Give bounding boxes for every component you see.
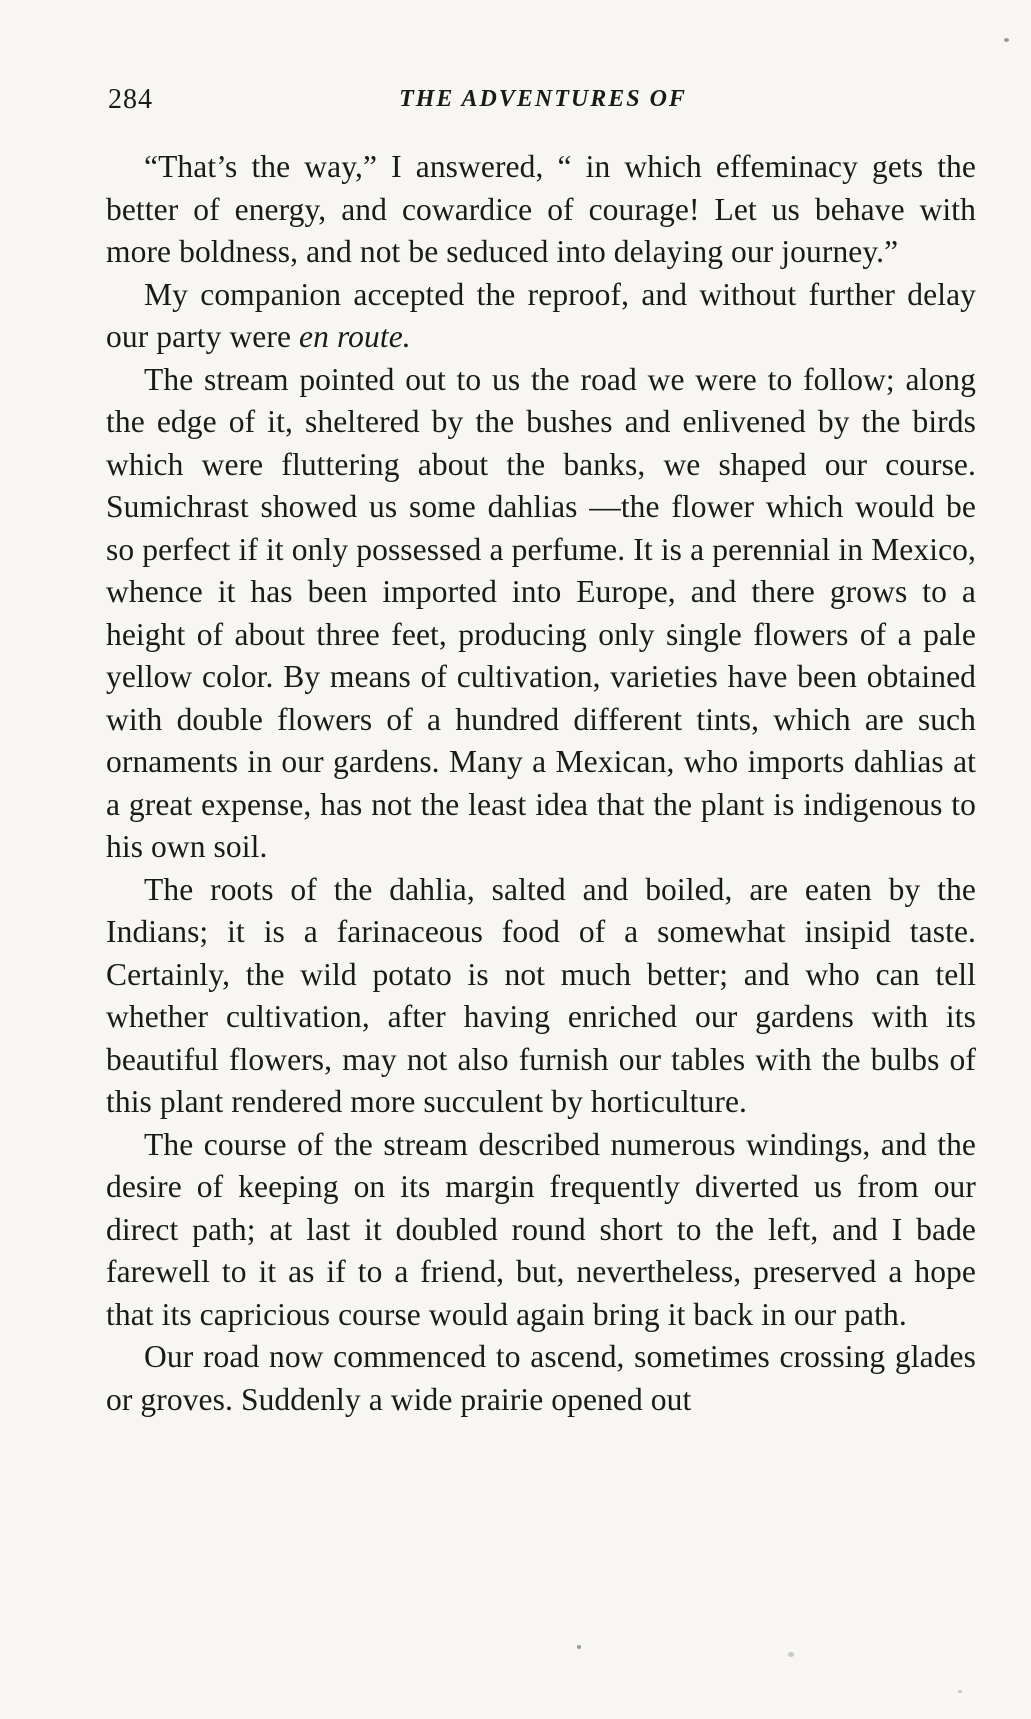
paper-speck [577, 1645, 581, 1649]
page-number: 284 [108, 84, 153, 115]
paper-speck [788, 1652, 794, 1657]
paragraph-1: “That’s the way,” I answered, “ in which effeminacy gets the better of energy, and cowardice of courage! Let us behave with more boldness, and not be seduced into delaying our journey.” [106, 149, 976, 269]
paragraph-2-text: My companion accepted the reproof, and without further delay our party were [106, 276, 976, 354]
running-title: THE ADVENTURES OF [399, 86, 687, 112]
paragraph-3: The stream pointed out to us the road we were to follow; along the edge of it, sheltered by the bushes and enlivened by the birds which were fluttering about the banks, we shaped our course. Sumichrast showed us some dahlias —the flower which would be so perfect if it only possessed a perfume. It is a perennial in Mexico, whence it has been imported into Europe, and there grows to a height of about three feet, producing only single flowers of a pale yellow color. By means of cultivation, varieties have been obtained with double flowers of a hundred different tints, which are such ornaments in our gardens. Many a Mexican, who imports dahlias at a great expense, has not the least idea that the plant is indigenous to his own soil. [106, 361, 976, 864]
paper-speck [1004, 38, 1009, 42]
body-text [106, 146, 976, 1421]
paper-speck [958, 1690, 962, 1693]
paragraph-6: Our road now commenced to ascend, sometimes crossing glades or groves. Suddenly a wide prairie opened out [106, 1339, 976, 1417]
paragraph-4: The roots of the dahlia, salted and boiled, are eaten by the Indians; it is a farinaceous food of a somewhat insipid taste. Certainly, the wild potato is not much better; and who can tell whether cultivation, after having enriched our gardens with its beautiful flowers, may not also furnish our tables with the bulbs of this plant rendered more succulent by horticulture. [106, 871, 976, 1119]
paragraph-5: The course of the stream described numerous windings, and the desire of keeping on its margin frequently diverted us from our direct path; at last it doubled round short to the left, and I bade farewell to it as if to a friend, but, nevertheless, preserved a hope that its capricious course would again bring it back in our path. [106, 1126, 976, 1332]
running-head [108, 84, 978, 124]
paragraph-2-emphasis: en route. [299, 319, 411, 354]
paragraph-2 [106, 274, 976, 359]
